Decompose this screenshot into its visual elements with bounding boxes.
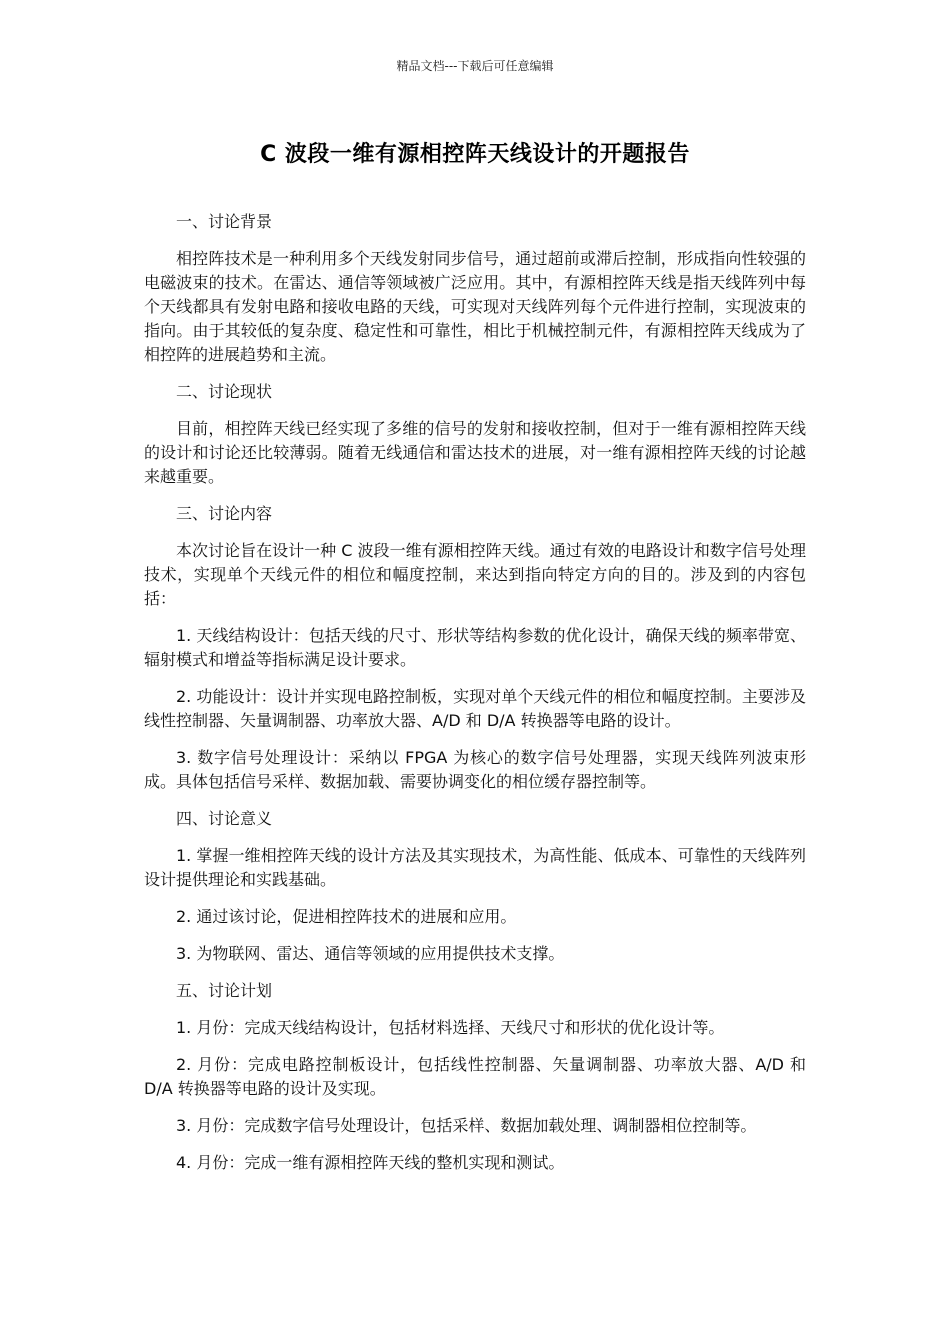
- list-item: 1. 月份：完成天线结构设计，包括材料选择、天线尺寸和形状的优化设计等。: [176, 1018, 725, 1037]
- document-body: [144, 210, 806, 1188]
- list-item: 3. 数字信号处理设计：采纳以 FPGA 为核心的数字信号处理器，实现天线阵列波束形成。具体包括信号采样、数据加载、需要协调变化的相位缓存器控制等。: [144, 748, 806, 791]
- list-item: 1. 天线结构设计：包括天线的尺寸、形状等结构参数的优化设计，确保天线的频率带宽、辐射模式和增益等指标满足设计要求。: [144, 626, 806, 669]
- section-heading: 五、讨论计划: [176, 981, 273, 1000]
- section-heading: 四、讨论意义: [176, 809, 273, 828]
- list-item: 2. 月份：完成电路控制板设计，包括线性控制器、矢量调制器、功率放大器、A/D 和 D/A 转换器等电路的设计及实现。: [144, 1055, 806, 1098]
- section-heading: 三、讨论内容: [176, 504, 273, 523]
- list-item: 4. 月份：完成一维有源相控阵天线的整机实现和测试。: [176, 1153, 565, 1172]
- paragraph: 目前，相控阵天线已经实现了多维的信号的发射和接收控制，但对于一维有源相控阵天线的设计和讨论还比较薄弱。随着无线通信和雷达技术的进展，对一维有源相控阵天线的讨论越来越重要。: [144, 419, 806, 486]
- paragraph: 相控阵技术是一种利用多个天线发射同步信号，通过超前或滞后控制，形成指向性较强的电磁波束的技术。在雷达、通信等领域被广泛应用。其中，有源相控阵天线是指天线阵列中每个天线都具有发射电路和接收电路的天线，可实现对天线阵列每个元件进行控制，实现波束的指向。由于其较低的复杂度、稳定性和可靠性，相比于机械控制元件，有源相控阵天线成为了相控阵的进展趋势和主流。: [144, 249, 806, 364]
- list-item: 2. 功能设计：设计并实现电路控制板，实现对单个天线元件的相位和幅度控制。主要涉及线性控制器、矢量调制器、功率放大器、A/D 和 D/A 转换器等电路的设计。: [144, 687, 806, 730]
- section-heading: 一、讨论背景: [176, 212, 273, 231]
- page-header: 精品文档---下载后可任意编辑: [396, 59, 554, 73]
- list-item: 3. 为物联网、雷达、通信等领域的应用提供技术支撑。: [176, 944, 565, 963]
- paragraph: 本次讨论旨在设计一种 C 波段一维有源相控阵天线。通过有效的电路设计和数字信号处理技术，实现单个天线元件的相位和幅度控制，来达到指向特定方向的目的。涉及到的内容包括：: [144, 541, 806, 608]
- section-heading: 二、讨论现状: [176, 382, 273, 401]
- list-item: 3. 月份：完成数字信号处理设计，包括采样、数据加载处理、调制器相位控制等。: [176, 1116, 757, 1135]
- document-title: C 波段一维有源相控阵天线设计的开题报告: [260, 142, 690, 167]
- list-item: 2. 通过该讨论，促进相控阵技术的进展和应用。: [176, 907, 517, 926]
- list-item: 1. 掌握一维相控阵天线的设计方法及其实现技术，为高性能、低成本、可靠性的天线阵列设计提供理论和实践基础。: [144, 846, 806, 889]
